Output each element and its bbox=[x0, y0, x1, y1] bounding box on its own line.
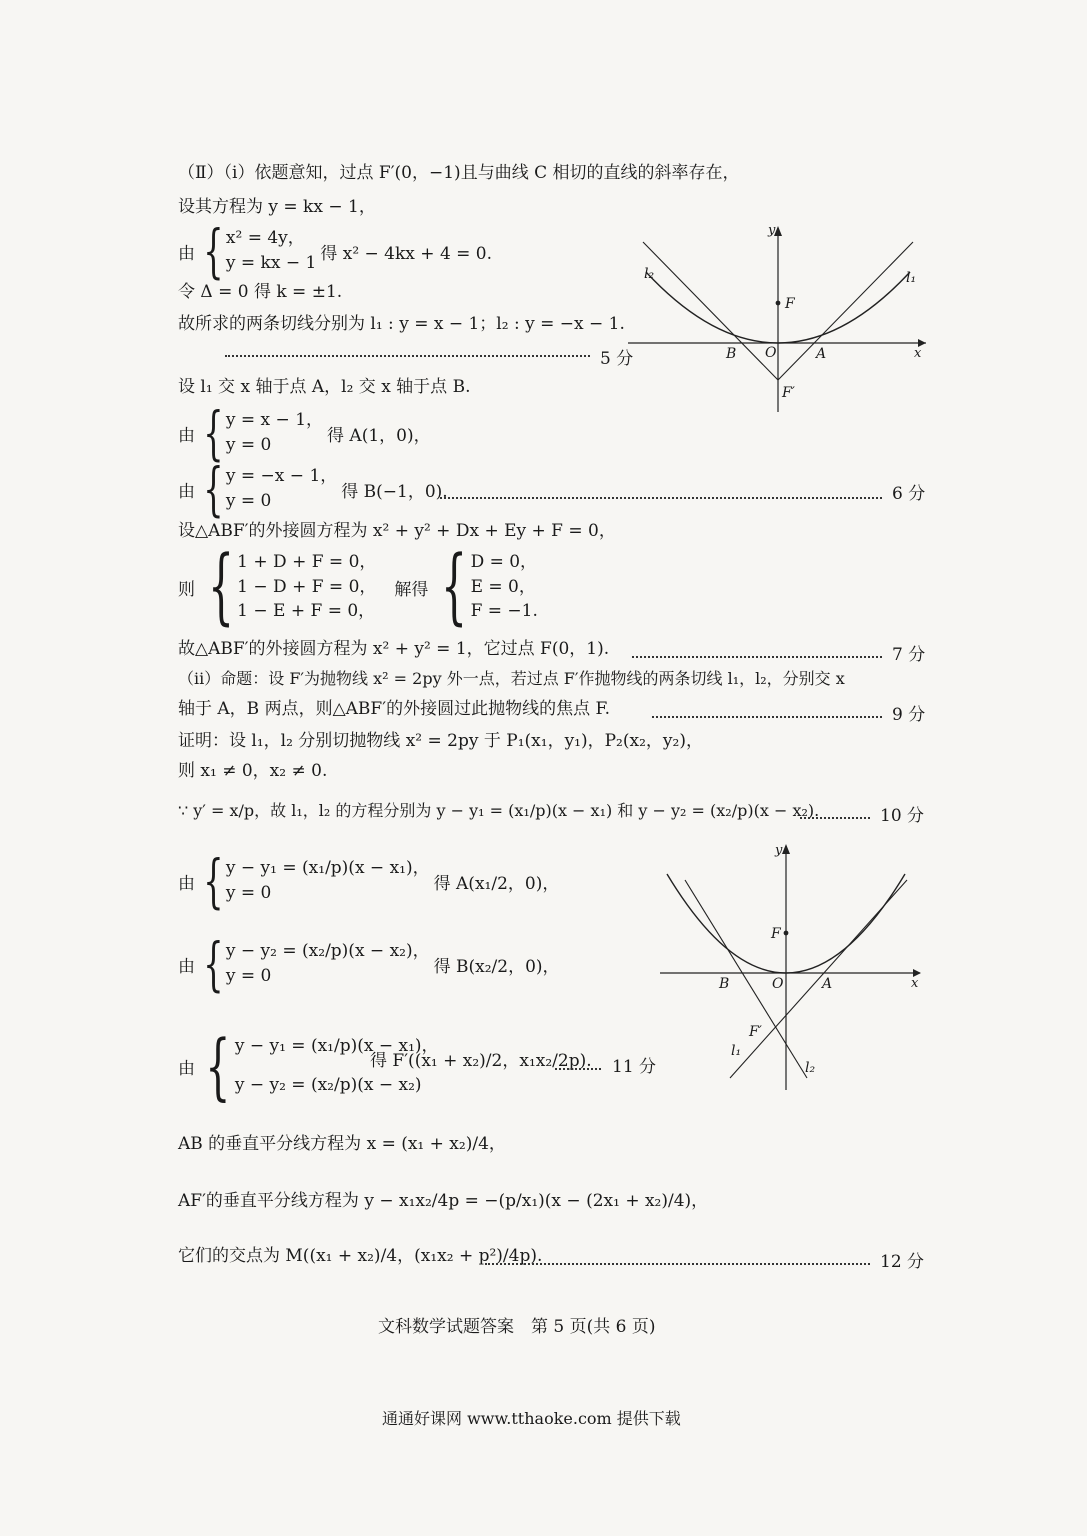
text: 得 A(x₁/2，0)， bbox=[433, 873, 560, 894]
equation: y = 0 bbox=[225, 883, 272, 903]
equation: y − y₂ = (x₂/p)(x − x₂)， bbox=[225, 941, 430, 962]
tangent-l2 bbox=[685, 880, 807, 1078]
equations bbox=[237, 550, 376, 624]
text: 得 x² − 4kx + 4 = 0. bbox=[320, 243, 493, 264]
equation: F = −1. bbox=[470, 601, 538, 622]
equations bbox=[226, 464, 337, 513]
text: 则 bbox=[178, 579, 195, 600]
brace: { bbox=[203, 455, 224, 523]
text: 由 bbox=[178, 243, 195, 264]
text-line: ∵ y′ = x/p，故 l₁，l₂ 的方程分别为 y − y₁ = (x₁/p)(x − x₁) 和 y − y₂ = (x₂/p)(x − x₂). bbox=[178, 801, 820, 820]
text-line: 设其方程为 y = kx − 1， bbox=[178, 197, 376, 217]
score: 11 分 bbox=[612, 1057, 657, 1077]
text-line: 则 x₁ ≠ 0，x₂ ≠ 0. bbox=[178, 761, 328, 781]
equations bbox=[226, 226, 316, 275]
leader-dots bbox=[555, 1068, 601, 1070]
text: 由 bbox=[178, 481, 195, 502]
equation-system bbox=[178, 930, 560, 998]
equation-system bbox=[178, 847, 560, 915]
brace: { bbox=[205, 1024, 231, 1108]
equations bbox=[226, 939, 430, 988]
text-line: 设△ABF′的外接圆方程为 x² + y² + Dx + Ey + F = 0， bbox=[178, 521, 616, 541]
point-label-f-prime: F′ bbox=[749, 1024, 762, 1040]
equations bbox=[226, 856, 430, 905]
tangent-l1 bbox=[778, 242, 913, 380]
point-label-b: B bbox=[719, 976, 730, 992]
equation: y = −x − 1， bbox=[225, 466, 338, 487]
text-line: AF′的垂直平分线方程为 y − x₁x₂/4p = −(p/x₁)(x − (2x₁ + x₂)/4)， bbox=[178, 1191, 709, 1211]
equation: y = 0 bbox=[225, 435, 272, 455]
equation: y − y₂ = (x₂/p)(x − x₂) bbox=[234, 1075, 422, 1095]
leader-dots bbox=[632, 656, 882, 658]
text-line: （Ⅱ）（ⅰ）依题意知，过点 F′(0，−1)且与曲线 C 相切的直线的斜率存在， bbox=[178, 163, 740, 183]
point-label-f: F bbox=[771, 926, 781, 942]
text-line: 故△ABF′的外接圆方程为 x² + y² = 1，它过点 F(0，1). bbox=[178, 639, 610, 659]
text: 由 bbox=[178, 873, 195, 894]
equation: D = 0， bbox=[470, 552, 538, 573]
axis-label-y: y bbox=[768, 223, 776, 238]
equation: E = 0， bbox=[470, 576, 536, 597]
text-line: 设 l₁ 交 x 轴于点 A，l₂ 交 x 轴于点 B. bbox=[178, 377, 471, 397]
score: 5 分 bbox=[600, 349, 634, 369]
text-line: 令 Δ = 0 得 k = ±1. bbox=[178, 282, 343, 302]
point-label-a: A bbox=[816, 346, 827, 362]
text-line: 得 F′((x₁ + x₂)/2，x₁x₂/2p). bbox=[370, 1051, 592, 1071]
text-line: 轴于 A，B 两点，则△ABF′的外接圆过此抛物线的焦点 F. bbox=[178, 699, 611, 719]
text-line: （ⅱ）命题：设 F′为抛物线 x² = 2py 外一点，若过点 F′作抛物线的两条切线 l₁，l₂，分别交 x bbox=[178, 669, 845, 688]
score: 10 分 bbox=[880, 806, 925, 826]
point-label-f: F bbox=[785, 296, 795, 312]
leader-dots bbox=[440, 497, 882, 499]
equation: y = kx − 1 bbox=[225, 253, 317, 273]
focus-point bbox=[784, 931, 789, 936]
brace: { bbox=[203, 399, 224, 467]
equation: y − y₁ = (x₁/p)(x − x₁)， bbox=[225, 858, 430, 879]
tangent-l1 bbox=[730, 880, 907, 1078]
leader-dots bbox=[652, 716, 882, 718]
point-label-b: B bbox=[726, 346, 737, 362]
text: 得 B(x₂/2，0)， bbox=[433, 956, 560, 977]
line-label-l2: l₂ bbox=[644, 266, 655, 282]
text: 由 bbox=[178, 956, 195, 977]
equation: x² = 4y， bbox=[225, 228, 305, 249]
brace: { bbox=[441, 539, 468, 634]
score: 7 分 bbox=[892, 645, 926, 665]
text: 解得 bbox=[394, 579, 429, 600]
brace: { bbox=[208, 539, 235, 634]
score: 9 分 bbox=[892, 705, 926, 725]
score: 6 分 bbox=[892, 484, 926, 504]
brace: { bbox=[203, 930, 224, 998]
equation: y − y₁ = (x₁/p)(x − x₁)， bbox=[234, 1036, 439, 1057]
point-label-f-prime: F′ bbox=[782, 385, 795, 401]
equation: y = 0 bbox=[225, 966, 272, 986]
text: 得 A(1，0)， bbox=[327, 425, 431, 446]
equation: y = x − 1， bbox=[225, 410, 324, 431]
brace: { bbox=[203, 217, 224, 285]
y-axis-arrow bbox=[782, 844, 790, 854]
axis-label-x: x bbox=[911, 976, 919, 991]
score: 12 分 bbox=[880, 1252, 925, 1272]
point-label-a: A bbox=[822, 976, 833, 992]
axis-label-x: x bbox=[914, 346, 922, 361]
equation-system bbox=[178, 539, 538, 634]
parabola-figure-2 bbox=[655, 840, 925, 1090]
focus-point bbox=[776, 301, 781, 306]
parabola-figure-1 bbox=[628, 222, 928, 412]
line-label-l1: l₁ bbox=[731, 1043, 742, 1059]
equation-system bbox=[178, 399, 431, 467]
page-footer: 文科数学试题答案 第 5 页(共 6 页) bbox=[378, 1317, 656, 1337]
line-label-l1: l₁ bbox=[906, 270, 917, 286]
origin-label: O bbox=[772, 976, 784, 992]
text-line: 证明：设 l₁，l₂ 分别切抛物线 x² = 2py 于 P₁(x₁，y₁)，P₂(x₂，y₂)， bbox=[178, 731, 703, 751]
equations bbox=[226, 408, 323, 457]
equation-system bbox=[178, 217, 493, 285]
equation: y = 0 bbox=[225, 491, 272, 511]
line-label-l2: l₂ bbox=[805, 1060, 816, 1076]
text-line: 它们的交点为 M((x₁ + x₂)/4，(x₁x₂ + p²)/4p). bbox=[178, 1246, 543, 1266]
leader-dots bbox=[225, 355, 590, 357]
axis-label-y: y bbox=[775, 843, 783, 858]
equation: 1 − D + F = 0， bbox=[237, 576, 377, 597]
equation-system bbox=[178, 455, 448, 523]
text: 由 bbox=[178, 425, 195, 446]
tangent-l2 bbox=[643, 242, 778, 380]
source-footer: 通通好课网 www.tthaoke.com 提供下载 bbox=[382, 1409, 681, 1428]
text-line: 故所求的两条切线分别为 l₁ : y = x − 1；l₂ : y = −x − 1. bbox=[178, 314, 625, 334]
equation: 1 + D + F = 0， bbox=[237, 552, 377, 573]
origin-label: O bbox=[765, 345, 777, 361]
brace: { bbox=[203, 847, 224, 915]
leader-dots bbox=[800, 817, 870, 819]
equations bbox=[471, 550, 538, 624]
text: 得 B(−1，0). bbox=[341, 481, 448, 502]
text-line: AB 的垂直平分线方程为 x = (x₁ + x₂)/4， bbox=[178, 1134, 506, 1154]
equation: 1 − E + F = 0， bbox=[237, 601, 376, 622]
leader-dots bbox=[485, 1263, 870, 1265]
text: 由 bbox=[178, 1058, 195, 1079]
